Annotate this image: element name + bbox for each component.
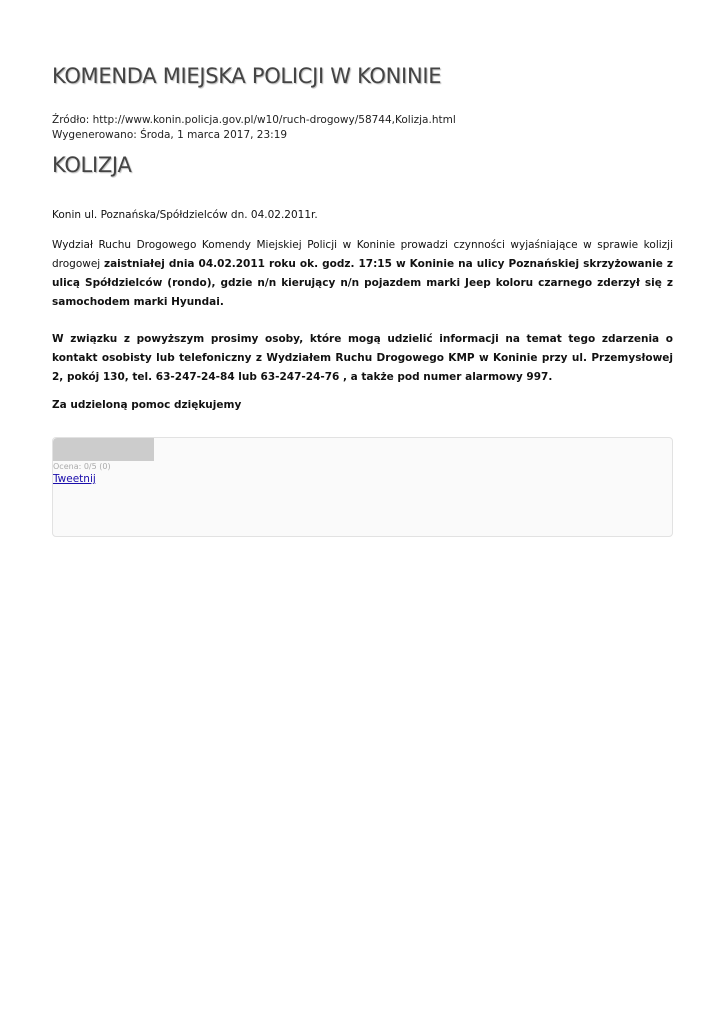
rating-label: Ocena: 0/5 (0) (53, 462, 111, 471)
tweet-link[interactable]: Tweetnij (53, 473, 96, 485)
article-title: KOLIZJA (52, 153, 132, 177)
rating-box (52, 437, 673, 537)
article-main-paragraph (52, 236, 673, 312)
site-title: KOMENDA MIEJSKA POLICJI W KONINIE (52, 64, 442, 88)
article-lead: Konin ul. Poznańska/Spółdzielców dn. 04.02.2011r. (52, 209, 318, 221)
article-thanks: Za udzieloną pomoc dziękujemy (52, 399, 242, 411)
rating-stars-bar[interactable] (53, 438, 154, 461)
source-line: Źródło: http://www.konin.policja.gov.pl/w10/ruch-drogowy/58744,Kolizja.html (52, 114, 456, 126)
article-appeal: W związku z powyższym prosimy osoby, które mogą udzielić informacji na temat tego zdarzenia o kontakt osobisty lub telefoniczny z Wydziałem Ruchu Drogowego KMP w Koninie przy ul. Przemysłowej 2, pokój 130, tel. 63-247-24-84 lub 63-247-24-76 , a także pod numer alarmowy 997. (52, 333, 673, 383)
generated-line: Wygenerowano: Środa, 1 marca 2017, 23:19 (52, 129, 288, 141)
article-main-bold: zaistniałej dnia 04.02.2011 roku ok. godz. 17:15 w Koninie na ulicy Poznańskiej skrzyżowanie z ulicą Spółdzielców (rondo), gdzie n/n kierujący n/n pojazdem marki Jeep koloru czarnego zderzył się z samochodem marki Hyundai. (52, 258, 673, 308)
article-main-normal: Wydział Ruchu Drogowego Komendy Miejskiej Policji w Koninie prowadzi czynności wyjaśniające w sprawie kolizji drogowej (52, 239, 673, 270)
